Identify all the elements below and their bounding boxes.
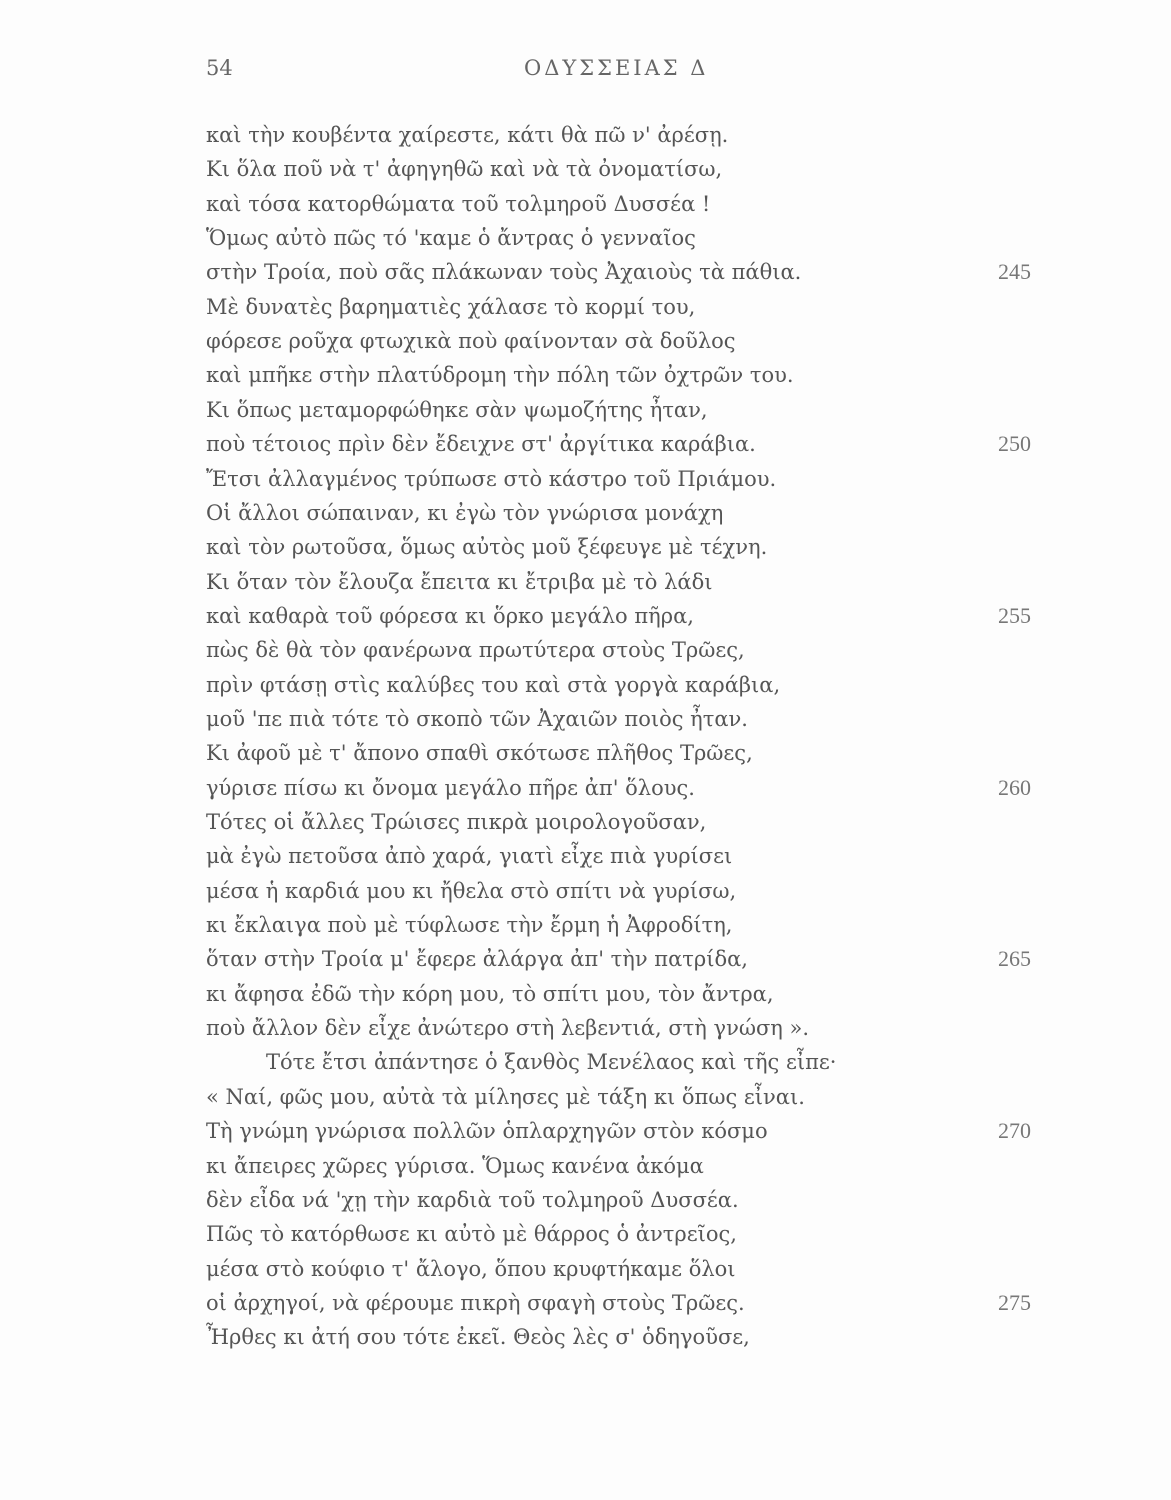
verse-text: καὶ τόσα κατορθώματα τοῦ τολμηροῦ Δυσσέα ! <box>206 191 711 216</box>
verse-text: καὶ τὸν ρωτοῦσα, ὅμως αὐτὸς μοῦ ξέφευγε μὲ τέχνη. <box>206 535 768 560</box>
verse-text: Οἱ ἄλλοι σώπαιναν, κι ἐγὼ τὸν γνώρισα μονάχη <box>206 500 724 525</box>
verse-line <box>206 393 1056 427</box>
verse-text: Πῶς τὸ κατόρθωσε κι αὐτὸ μὲ θάρρος ὁ ἀντρεῖος, <box>206 1222 737 1247</box>
verse-line <box>206 255 1056 289</box>
verse-line <box>206 977 1056 1011</box>
verse-text: γύρισε πίσω κι ὄνομα μεγάλο πῆρε ἀπ' ὅλους. <box>206 775 695 800</box>
verse-line <box>206 1080 1056 1114</box>
line-number: 260 <box>998 774 1031 800</box>
verse-text: μοῦ 'πε πιὰ τότε τὸ σκοπὸ τῶν Ἀχαιῶν ποιὸς ἦταν. <box>206 706 748 731</box>
verse-text: Τότε ἔτσι ἀπάντησε ὁ ξανθὸς Μενέλαος καὶ τῆς εἶπε· <box>266 1050 837 1075</box>
verse-line <box>206 736 1056 770</box>
verse-text: Κι ἀφοῦ μὲ τ' ἄπονο σπαθὶ σκότωσε πλῆθος Τρῶες, <box>206 741 753 766</box>
verse-line <box>206 496 1056 530</box>
verse-line <box>206 1217 1056 1251</box>
verse-text: « Ναί, φῶς μου, αὐτὰ τὰ μίλησες μὲ τάξη κι ὅπως εἶναι. <box>206 1084 805 1109</box>
verse-text: καὶ τὴν κουβέντα χαίρεστε, κάτι θὰ πῶ ν' ἀρέσῃ. <box>206 123 729 147</box>
verse-line <box>206 324 1056 358</box>
verse-text: Τὴ γνώμη γνώρισα πολλῶν ὁπλαρχηγῶν στὸν κόσμο <box>206 1119 768 1144</box>
verse-text: κι ἄφησα ἐδῶ τὴν κόρη μου, τὸ σπίτι μου, τὸν ἄντρα, <box>206 981 774 1006</box>
verse-line <box>206 1114 1056 1148</box>
verse-line <box>206 1252 1056 1286</box>
verse-line <box>206 839 1056 873</box>
verse-line <box>206 1011 1056 1045</box>
verse-line <box>206 1045 1056 1079</box>
page-number: 54 <box>206 56 233 80</box>
verse-text: στὴν Τροία, ποὺ σᾶς πλάκωναν τοὺς Ἀχαιοὺς τὰ πάθια. <box>206 260 802 285</box>
verse-line <box>206 874 1056 908</box>
verse-text: Τότες οἱ ἄλλες Τρώισες πικρὰ μοιρολογοῦσαν, <box>206 810 707 834</box>
verse-line <box>206 668 1056 702</box>
verse-line <box>206 152 1056 186</box>
verse-line <box>206 221 1056 255</box>
line-number: 245 <box>998 259 1031 285</box>
verse-text: ποὺ ἄλλον δὲν εἶχε ἀνώτερο στὴ λεβεντιά, στὴ γνώση ». <box>206 1016 810 1041</box>
verse-text: Ὅμως αὐτὸ πῶς τό 'καμε ὁ ἄντρας ὁ γενναῖος <box>206 226 696 251</box>
verse-text: κι ἄπειρες χῶρες γύρισα. Ὅμως κανένα ἀκόμα <box>206 1153 704 1178</box>
verse-line <box>206 427 1056 461</box>
verse-text: οἱ ἀρχηγοί, νὰ φέρουμε πικρὴ σφαγὴ στοὺς Τρῶες. <box>206 1290 745 1315</box>
verse-line <box>206 805 1056 839</box>
line-number: 275 <box>998 1289 1031 1315</box>
verse-text: Κι ὅλα ποῦ νὰ τ' ἀφηγηθῶ καὶ νὰ τὰ ὀνοματίσω, <box>206 157 723 182</box>
verse-line <box>206 290 1056 324</box>
verse-line <box>206 187 1056 221</box>
verse-text: Ἦρθες κι ἀτή σου τότε ἐκεῖ. Θεὸς λὲς σ' ὁδηγοῦσε, <box>206 1325 750 1350</box>
running-title: ΟΔΥΣΣΕΙΑΣ Δ <box>524 56 709 80</box>
verse-text: Κι ὅπως μεταμορφώθηκε σὰν ψωμοζήτης ἦταν, <box>206 397 708 422</box>
verse-text: Κι ὅταν τὸν ἔλουζα ἔπειτα κι ἔτριβα μὲ τὸ λάδι <box>206 569 713 594</box>
verse-text: Ἔτσι ἀλλαγμένος τρύπωσε στὸ κάστρο τοῦ Πριάμου. <box>206 466 777 491</box>
verse-text: φόρεσε ροῦχα φτωχικὰ ποὺ φαίνονταν σὰ δοῦλος <box>206 329 736 354</box>
verse-text: πὼς δὲ θὰ τὸν φανέρωνα πρωτύτερα στοὺς Τρῶες, <box>206 638 745 663</box>
verse-line <box>206 942 1056 976</box>
line-number: 270 <box>998 1118 1031 1144</box>
verse-text: καὶ καθαρὰ τοῦ φόρεσα κι ὅρκο μεγάλο πῆρα, <box>206 603 694 628</box>
verse-line <box>206 1183 1056 1217</box>
verse-line <box>206 462 1056 496</box>
line-number: 255 <box>998 602 1031 628</box>
verse-text: μέσα στὸ κούφιο τ' ἄλογο, ὅπου κρυφτήκαμε ὅλοι <box>206 1256 736 1281</box>
verse-line <box>206 530 1056 564</box>
verse-line <box>206 565 1056 599</box>
verse-line <box>206 633 1056 667</box>
verse-text: δὲν εἶδα νά 'χῃ τὴν καρδιὰ τοῦ τολμηροῦ Δυσσέα. <box>206 1187 739 1212</box>
verse-text: πρὶν φτάσῃ στὶς καλύβες του καὶ στὰ γοργὰ καράβια, <box>206 672 781 697</box>
verse-text: ποὺ τέτοιος πρὶν δὲν ἔδειχνε στ' ἀργίτικα καράβια. <box>206 432 756 457</box>
verse-text: Μὲ δυνατὲς βαρηματιὲς χάλασε τὸ κορμί του, <box>206 294 696 319</box>
verse-text: μὰ ἐγὼ πετοῦσα ἀπὸ χαρά, γιατὶ εἶχε πιὰ γυρίσει <box>206 844 733 869</box>
line-number: 265 <box>998 946 1031 972</box>
verse-line <box>206 1320 1056 1354</box>
verse-line <box>206 702 1056 736</box>
line-number: 250 <box>998 431 1031 457</box>
verse-line <box>206 908 1056 942</box>
verse-line <box>206 599 1056 633</box>
verse-text: κι ἔκλαιγα ποὺ μὲ τύφλωσε τὴν ἔρμη ἡ Ἀφροδίτη, <box>206 913 733 938</box>
verse-line <box>206 358 1056 392</box>
verse-line <box>206 771 1056 805</box>
verse-line <box>206 1149 1056 1183</box>
verse-text: μέσα ἡ καρδιά μου κι ἤθελα στὸ σπίτι νὰ γυρίσω, <box>206 878 737 903</box>
verse-line <box>206 118 1056 152</box>
verse-text: ὅταν στὴν Τροία μ' ἔφερε ἀλάργα ἀπ' τὴν πατρίδα, <box>206 947 748 972</box>
verse-text: καὶ μπῆκε στὴν πλατύδρομη τὴν πόλη τῶν ὀχτρῶν του. <box>206 363 794 388</box>
verse-line <box>206 1286 1056 1320</box>
